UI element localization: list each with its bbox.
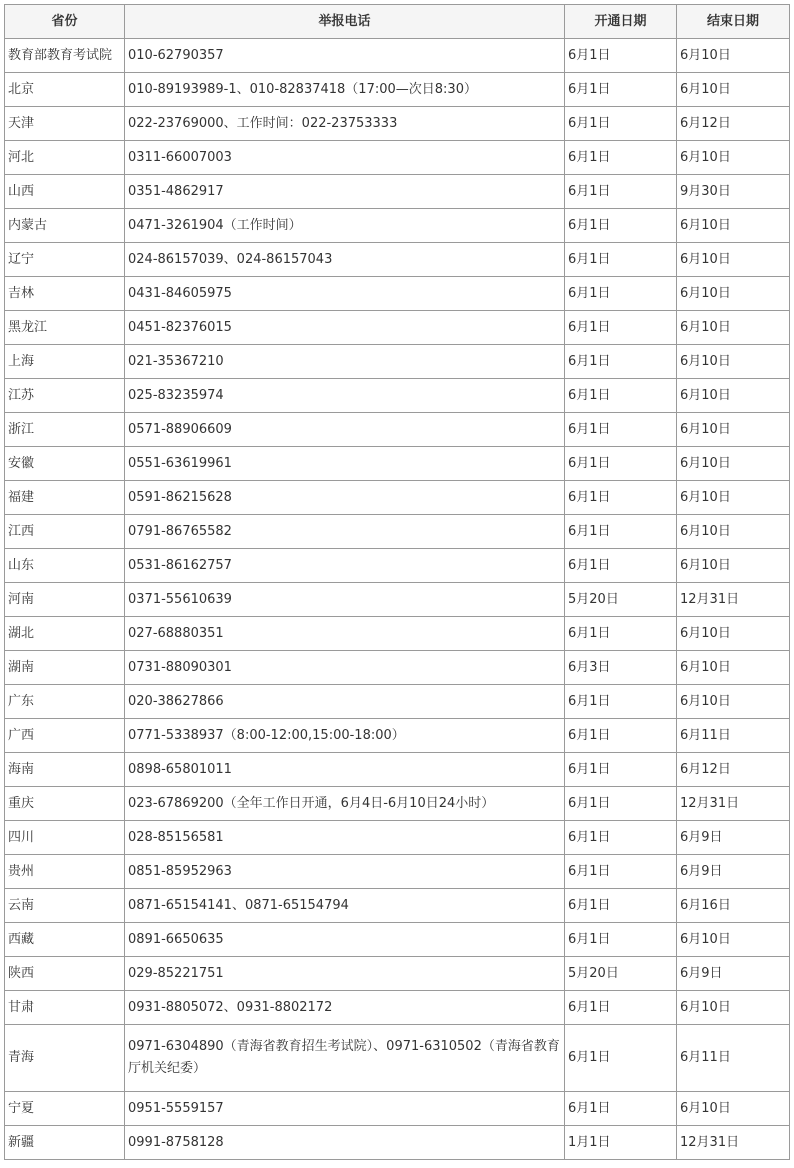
province-cell: 江苏 — [5, 379, 125, 413]
start-date-cell: 6月1日 — [565, 39, 677, 73]
header-start-date: 开通日期 — [565, 5, 677, 39]
header-phone: 举报电话 — [125, 5, 565, 39]
province-cell: 青海 — [5, 1025, 125, 1092]
province-cell: 云南 — [5, 889, 125, 923]
table-row — [5, 39, 790, 73]
table-row — [5, 209, 790, 243]
end-date-cell: 6月10日 — [677, 447, 790, 481]
phone-cell: 0471-3261904（工作时间） — [125, 209, 565, 243]
end-date-cell: 6月10日 — [677, 379, 790, 413]
phone-cell: 024-86157039、024-86157043 — [125, 243, 565, 277]
table-row — [5, 175, 790, 209]
province-cell: 广东 — [5, 685, 125, 719]
table-row — [5, 991, 790, 1025]
table-row — [5, 515, 790, 549]
province-cell: 甘肃 — [5, 991, 125, 1025]
end-date-cell: 6月10日 — [677, 209, 790, 243]
start-date-cell: 6月1日 — [565, 923, 677, 957]
start-date-cell: 6月3日 — [565, 651, 677, 685]
start-date-cell: 6月1日 — [565, 1092, 677, 1126]
start-date-cell: 6月1日 — [565, 821, 677, 855]
end-date-cell: 6月11日 — [677, 1025, 790, 1092]
end-date-cell: 6月10日 — [677, 311, 790, 345]
table-row — [5, 73, 790, 107]
table-row — [5, 685, 790, 719]
phone-cell: 010-62790357 — [125, 39, 565, 73]
table-row — [5, 889, 790, 923]
phone-cell: 0791-86765582 — [125, 515, 565, 549]
phone-cell: 027-68880351 — [125, 617, 565, 651]
province-cell: 四川 — [5, 821, 125, 855]
table-row — [5, 413, 790, 447]
end-date-cell: 6月11日 — [677, 719, 790, 753]
phone-cell: 0931-8805072、0931-8802172 — [125, 991, 565, 1025]
start-date-cell: 6月1日 — [565, 107, 677, 141]
province-cell: 河北 — [5, 141, 125, 175]
phone-cell: 0898-65801011 — [125, 753, 565, 787]
table-row — [5, 277, 790, 311]
province-cell: 海南 — [5, 753, 125, 787]
table-row — [5, 923, 790, 957]
province-cell: 重庆 — [5, 787, 125, 821]
province-cell: 河南 — [5, 583, 125, 617]
end-date-cell: 9月30日 — [677, 175, 790, 209]
phone-cell: 0571-88906609 — [125, 413, 565, 447]
end-date-cell: 12月31日 — [677, 583, 790, 617]
start-date-cell: 5月20日 — [565, 957, 677, 991]
table-row — [5, 1126, 790, 1160]
province-cell: 北京 — [5, 73, 125, 107]
table-row — [5, 481, 790, 515]
end-date-cell: 6月10日 — [677, 39, 790, 73]
phone-cell: 0591-86215628 — [125, 481, 565, 515]
province-cell: 湖南 — [5, 651, 125, 685]
province-cell: 黑龙江 — [5, 311, 125, 345]
start-date-cell: 6月1日 — [565, 413, 677, 447]
phone-cell: 020-38627866 — [125, 685, 565, 719]
table-row — [5, 549, 790, 583]
hotline-table — [4, 4, 790, 1160]
start-date-cell: 6月1日 — [565, 1025, 677, 1092]
header-province: 省份 — [5, 5, 125, 39]
end-date-cell: 6月10日 — [677, 515, 790, 549]
start-date-cell: 6月1日 — [565, 787, 677, 821]
province-cell: 山东 — [5, 549, 125, 583]
end-date-cell: 6月10日 — [677, 481, 790, 515]
province-cell: 天津 — [5, 107, 125, 141]
end-date-cell: 6月10日 — [677, 73, 790, 107]
table-row — [5, 753, 790, 787]
phone-cell: 0971-6304890（青海省教育招生考试院）、0971-6310502（青海省教育厅机关纪委） — [125, 1025, 565, 1092]
province-cell: 湖北 — [5, 617, 125, 651]
phone-cell: 025-83235974 — [125, 379, 565, 413]
province-cell: 江西 — [5, 515, 125, 549]
province-cell: 上海 — [5, 345, 125, 379]
end-date-cell: 6月9日 — [677, 957, 790, 991]
province-cell: 贵州 — [5, 855, 125, 889]
end-date-cell: 6月10日 — [677, 243, 790, 277]
province-cell: 新疆 — [5, 1126, 125, 1160]
end-date-cell: 6月10日 — [677, 345, 790, 379]
phone-cell: 010-89193989-1、010-82837418（17:00—次日8:30） — [125, 73, 565, 107]
table-row — [5, 345, 790, 379]
table-row — [5, 1092, 790, 1126]
end-date-cell: 6月10日 — [677, 277, 790, 311]
table-row — [5, 855, 790, 889]
end-date-cell: 6月9日 — [677, 855, 790, 889]
start-date-cell: 6月1日 — [565, 141, 677, 175]
province-cell: 辽宁 — [5, 243, 125, 277]
province-cell: 内蒙古 — [5, 209, 125, 243]
province-cell: 山西 — [5, 175, 125, 209]
end-date-cell: 6月10日 — [677, 617, 790, 651]
phone-cell: 023-67869200（全年工作日开通，6月4日-6月10日24小时） — [125, 787, 565, 821]
header-end-date: 结束日期 — [677, 5, 790, 39]
province-cell: 教育部教育考试院 — [5, 39, 125, 73]
start-date-cell: 6月1日 — [565, 311, 677, 345]
province-cell: 宁夏 — [5, 1092, 125, 1126]
table-row — [5, 719, 790, 753]
phone-cell: 0311-66007003 — [125, 141, 565, 175]
table-row — [5, 617, 790, 651]
start-date-cell: 6月1日 — [565, 379, 677, 413]
start-date-cell: 6月1日 — [565, 447, 677, 481]
table-row — [5, 583, 790, 617]
start-date-cell: 6月1日 — [565, 243, 677, 277]
province-cell: 吉林 — [5, 277, 125, 311]
province-cell: 西藏 — [5, 923, 125, 957]
start-date-cell: 6月1日 — [565, 617, 677, 651]
phone-cell: 0951-5559157 — [125, 1092, 565, 1126]
start-date-cell: 5月20日 — [565, 583, 677, 617]
phone-cell: 0351-4862917 — [125, 175, 565, 209]
end-date-cell: 6月9日 — [677, 821, 790, 855]
province-cell: 福建 — [5, 481, 125, 515]
end-date-cell: 12月31日 — [677, 1126, 790, 1160]
phone-cell: 028-85156581 — [125, 821, 565, 855]
table-row — [5, 311, 790, 345]
start-date-cell: 6月1日 — [565, 345, 677, 379]
table-row — [5, 243, 790, 277]
end-date-cell: 6月10日 — [677, 685, 790, 719]
phone-cell: 022-23769000、工作时间：022-23753333 — [125, 107, 565, 141]
start-date-cell: 6月1日 — [565, 991, 677, 1025]
phone-cell: 0451-82376015 — [125, 311, 565, 345]
table-header-row — [5, 5, 790, 39]
phone-cell: 0371-55610639 — [125, 583, 565, 617]
phone-cell: 0871-65154141、0871-65154794 — [125, 889, 565, 923]
start-date-cell: 6月1日 — [565, 719, 677, 753]
end-date-cell: 12月31日 — [677, 787, 790, 821]
start-date-cell: 6月1日 — [565, 175, 677, 209]
phone-cell: 0851-85952963 — [125, 855, 565, 889]
phone-cell: 029-85221751 — [125, 957, 565, 991]
start-date-cell: 6月1日 — [565, 481, 677, 515]
end-date-cell: 6月10日 — [677, 991, 790, 1025]
start-date-cell: 1月1日 — [565, 1126, 677, 1160]
table-row — [5, 141, 790, 175]
table-row — [5, 651, 790, 685]
start-date-cell: 6月1日 — [565, 753, 677, 787]
phone-cell: 0731-88090301 — [125, 651, 565, 685]
end-date-cell: 6月12日 — [677, 107, 790, 141]
phone-cell: 0531-86162757 — [125, 549, 565, 583]
table-row — [5, 821, 790, 855]
phone-cell: 0991-8758128 — [125, 1126, 565, 1160]
province-cell: 安徽 — [5, 447, 125, 481]
phone-cell: 021-35367210 — [125, 345, 565, 379]
end-date-cell: 6月12日 — [677, 753, 790, 787]
phone-cell: 0431-84605975 — [125, 277, 565, 311]
start-date-cell: 6月1日 — [565, 549, 677, 583]
table-row — [5, 1025, 790, 1092]
phone-cell: 0551-63619961 — [125, 447, 565, 481]
start-date-cell: 6月1日 — [565, 685, 677, 719]
end-date-cell: 6月10日 — [677, 141, 790, 175]
start-date-cell: 6月1日 — [565, 277, 677, 311]
end-date-cell: 6月10日 — [677, 651, 790, 685]
end-date-cell: 6月10日 — [677, 923, 790, 957]
start-date-cell: 6月1日 — [565, 73, 677, 107]
end-date-cell: 6月10日 — [677, 549, 790, 583]
end-date-cell: 6月10日 — [677, 1092, 790, 1126]
table-row — [5, 379, 790, 413]
phone-cell: 0891-6650635 — [125, 923, 565, 957]
table-row — [5, 957, 790, 991]
phone-cell: 0771-5338937（8:00-12:00,15:00-18:00） — [125, 719, 565, 753]
table-row — [5, 107, 790, 141]
start-date-cell: 6月1日 — [565, 209, 677, 243]
province-cell: 广西 — [5, 719, 125, 753]
province-cell: 浙江 — [5, 413, 125, 447]
province-cell: 陕西 — [5, 957, 125, 991]
table-body — [5, 39, 790, 1160]
start-date-cell: 6月1日 — [565, 515, 677, 549]
start-date-cell: 6月1日 — [565, 889, 677, 923]
start-date-cell: 6月1日 — [565, 855, 677, 889]
end-date-cell: 6月10日 — [677, 413, 790, 447]
end-date-cell: 6月16日 — [677, 889, 790, 923]
table-row — [5, 447, 790, 481]
table-row — [5, 787, 790, 821]
